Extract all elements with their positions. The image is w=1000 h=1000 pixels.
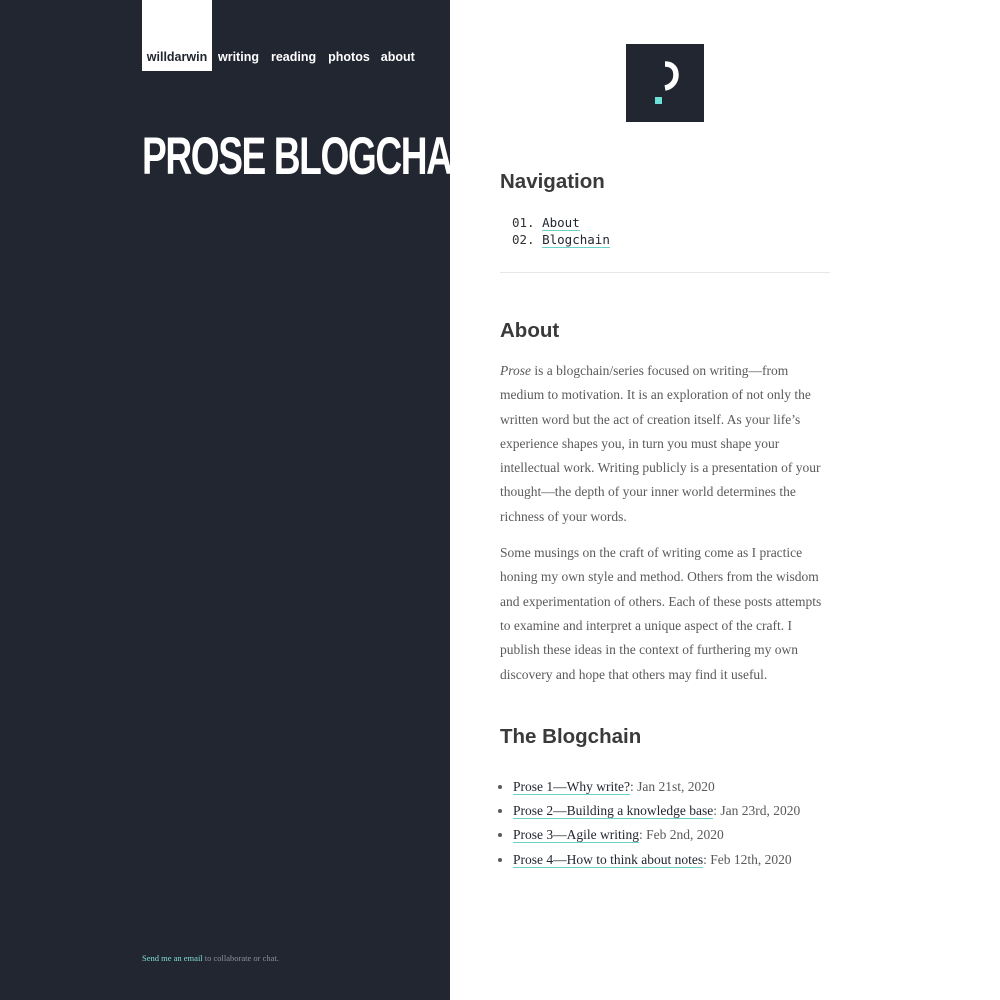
sidebar xyxy=(0,0,486,1000)
post-date: : Feb 12th, 2020 xyxy=(703,851,792,867)
section-divider xyxy=(500,272,830,273)
post-link-3[interactable]: Prose 3—Agile writing xyxy=(513,827,639,843)
about-paragraph-1-text: is a blogchain/series focused on writing—from medium to motivation. It is an exploration of not only the written word but the act of creation itself. As your life’s experience shapes you, in turn you must shape your intellectual work. Writing publicly is a presentation of your thought—the depth of your inner world determines the richness of your words. xyxy=(500,363,821,524)
blogchain-item xyxy=(513,799,830,823)
navigation-list xyxy=(512,214,830,248)
navigation-item xyxy=(512,214,830,231)
post-date: : Jan 21st, 2020 xyxy=(629,778,715,794)
post-link-4[interactable]: Prose 4—How to think about notes xyxy=(513,851,704,867)
blogchain-list xyxy=(500,775,830,872)
question-mark-logo-icon xyxy=(626,44,704,122)
navigation-item-number: 02. xyxy=(512,232,535,247)
navigation-heading: Navigation xyxy=(500,170,605,193)
post-link-2[interactable]: Prose 2—Building a knowledge base xyxy=(513,803,714,819)
nav-brand-link[interactable]: willdarwin xyxy=(142,0,212,71)
about-paragraph-2: Some musings on the craft of writing come as I practice honing my own style and method. Others from the wisdom and experimentation of others. Each of these posts attempts to examine and interpret a unique aspect of the craft. I publish these ideas in the context of furthering my own discovery and hope that others may find it useful. xyxy=(500,545,822,682)
email-link[interactable]: Send me an email xyxy=(142,953,203,963)
nav-link-about[interactable]: about xyxy=(380,50,415,64)
footer-text: to collaborate or chat. xyxy=(202,953,279,963)
blogchain-item xyxy=(513,823,830,847)
nav-link-writing[interactable]: writing xyxy=(218,50,259,64)
navigation-item xyxy=(512,231,830,248)
navigation-link-blogchain[interactable]: Blogchain xyxy=(542,232,610,247)
blogchain-heading: The Blogchain xyxy=(500,724,642,748)
logo-graphic xyxy=(626,44,704,122)
about-heading: About xyxy=(500,319,560,342)
blogchain-item xyxy=(513,775,830,799)
top-nav xyxy=(142,0,415,71)
post-date: : Feb 2nd, 2020 xyxy=(639,827,724,843)
nav-link-photos[interactable]: photos xyxy=(328,50,370,64)
main-content xyxy=(500,170,830,872)
blogchain-item xyxy=(513,848,830,872)
post-link-1[interactable]: Prose 1—Why write? xyxy=(513,778,630,794)
post-date: : Jan 23rd, 2020 xyxy=(713,803,801,819)
about-paragraph-1 xyxy=(500,359,830,529)
prose-emphasis: Prose xyxy=(500,363,531,378)
sidebar-footer xyxy=(142,953,279,963)
nav-link-reading[interactable]: reading xyxy=(270,50,317,64)
navigation-link-about[interactable]: About xyxy=(542,215,580,230)
navigation-item-number: 01. xyxy=(512,215,535,230)
page-title: PROSE BLOGCHAIN xyxy=(142,127,486,186)
